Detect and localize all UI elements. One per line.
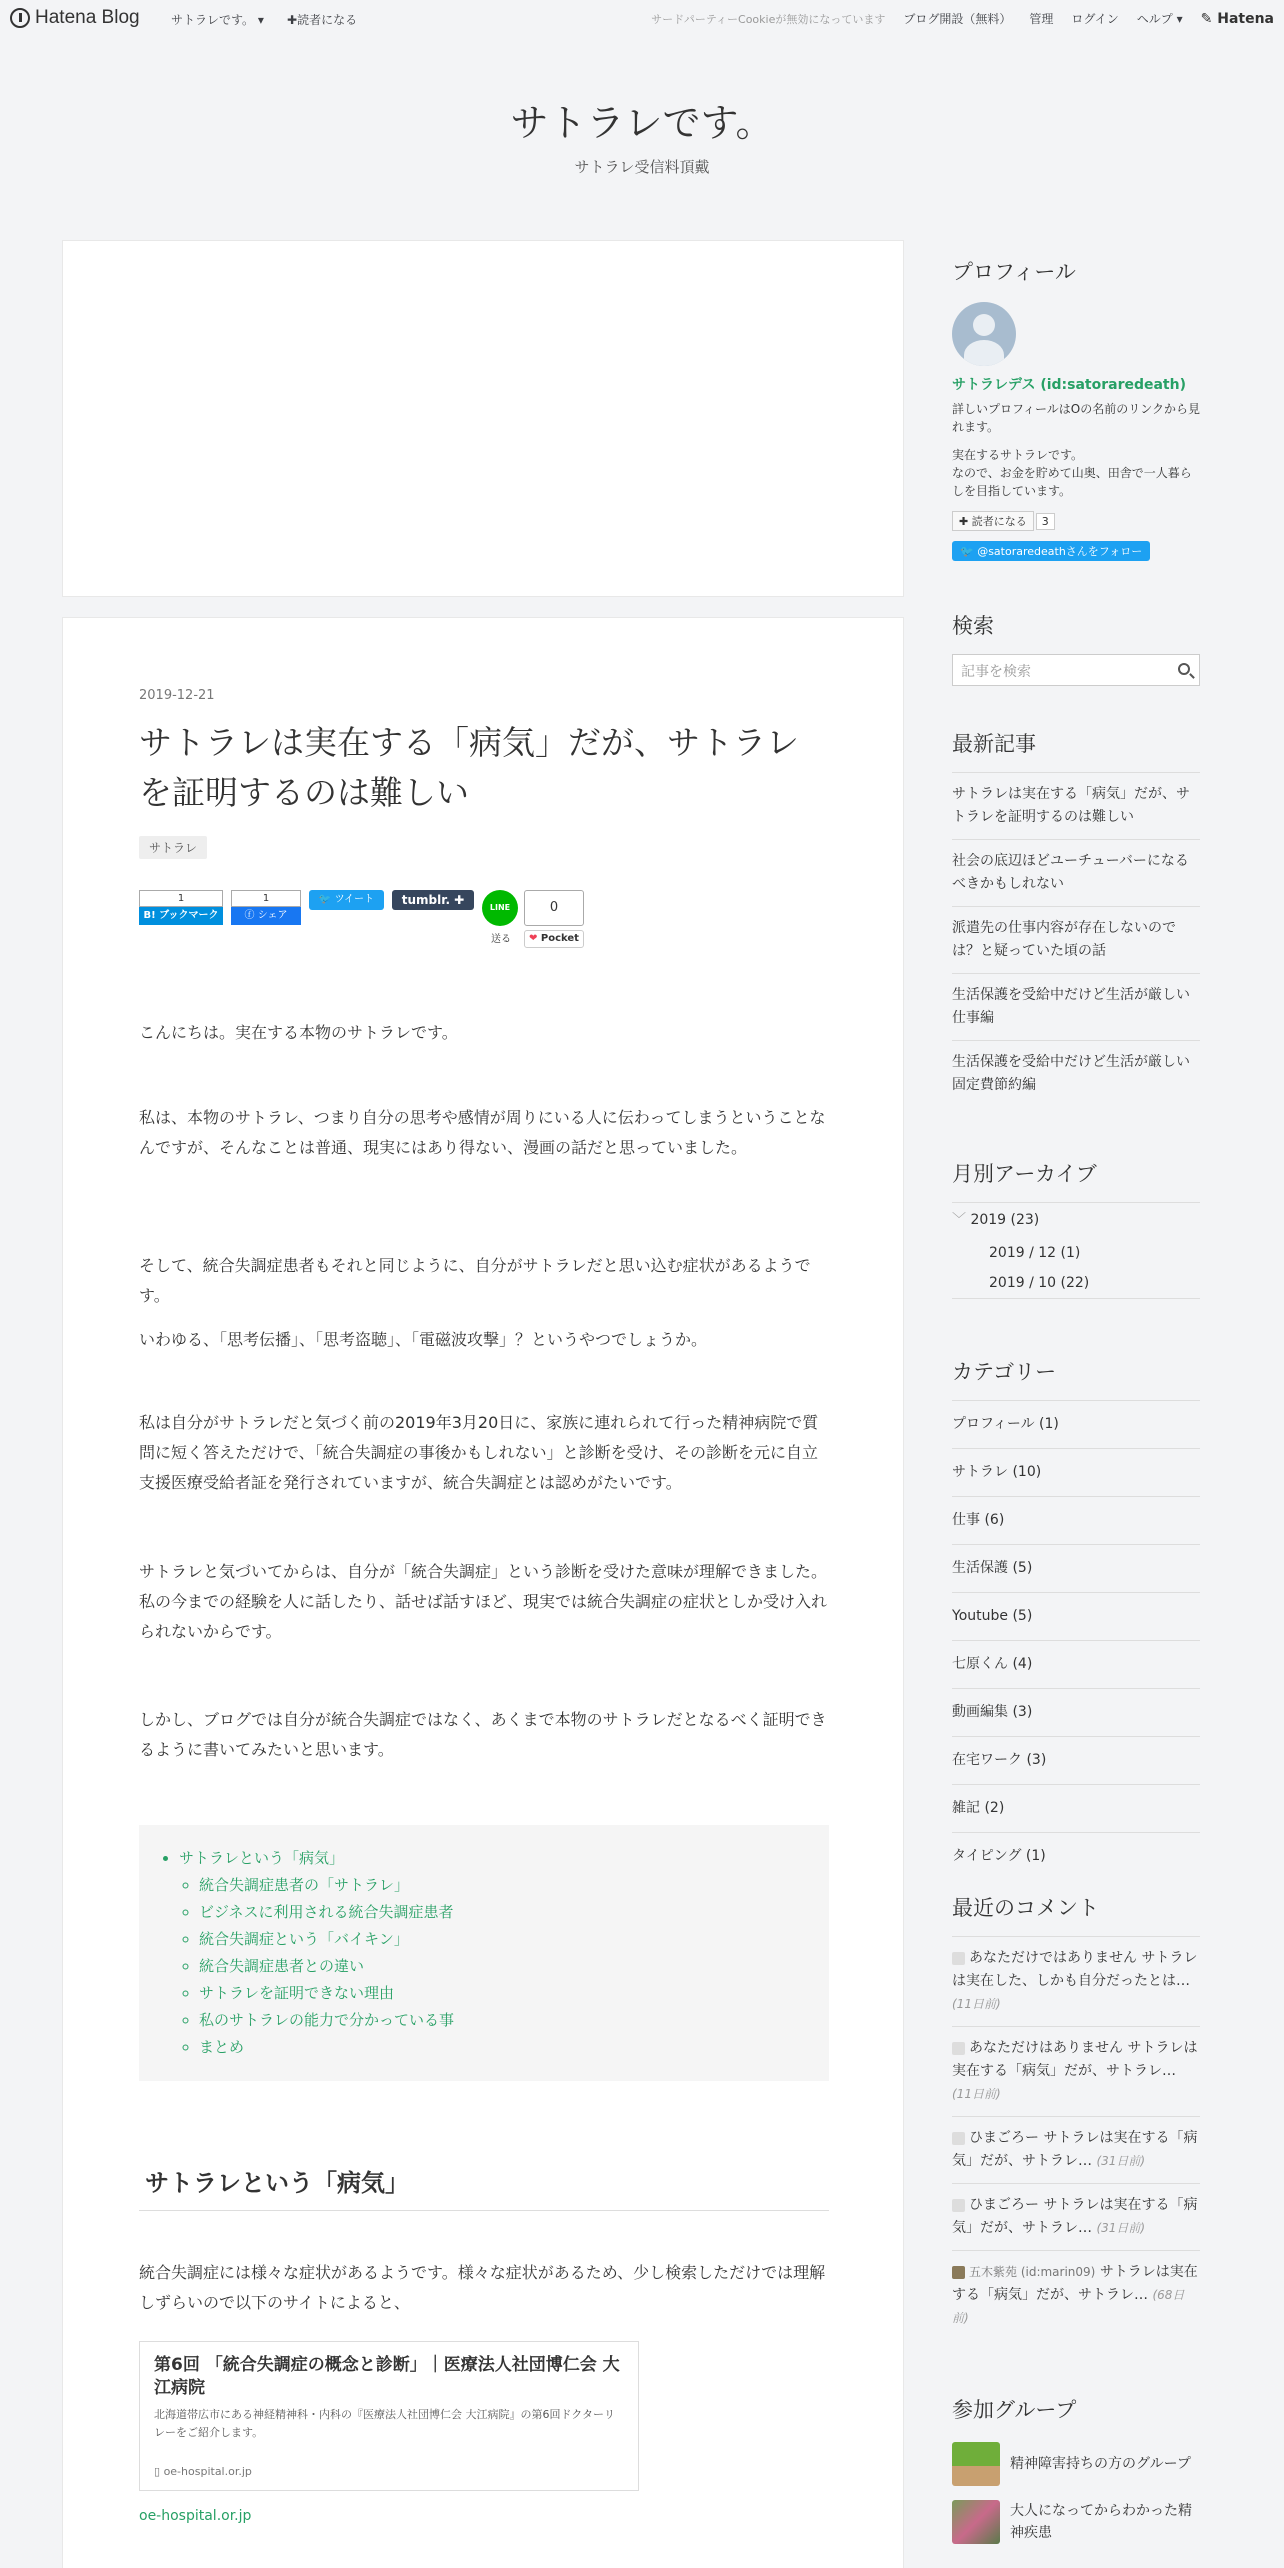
paragraph: いわゆる、「思考伝播」、「思考盗聴」、「電磁波攻撃」？というやつでしょうか。 — [139, 1330, 708, 1349]
hatena-bookmark-count: 1 — [139, 890, 223, 907]
pocket-label — [524, 930, 584, 948]
category-row — [139, 836, 829, 859]
twitter-bird-icon: 🐦 — [960, 545, 978, 558]
hatena-bookmark-label: B! ブックマーク — [139, 907, 223, 925]
paragraph: 私は自分がサトラレだと気づく前の2019年3月20日に、家族に連れられて行った精神病院で質問に短く答えただけで、「統合失調症の事後かもしれない」と診断を受け、その診断を元に自立支援医療受給者証を発行されていますが、統合失調症とは認めがたいです。 — [139, 1413, 819, 1492]
topbar-reader-button[interactable] — [287, 11, 357, 28]
category-link[interactable]: サトラレ (10) — [952, 1448, 1200, 1496]
pocket-text: Pocket — [540, 933, 579, 944]
profile-note: 詳しいプロフィールはOの名前のリンクから見れます。 — [952, 402, 1201, 434]
hatena-blog-logo[interactable] — [10, 7, 140, 29]
embed-card-site — [154, 2465, 252, 2478]
sidebar-heading: プロフィール — [952, 260, 1076, 284]
toc-subitem[interactable]: ◦ 統合失調症という「バイキン」 — [199, 1926, 809, 1953]
group-image[interactable] — [952, 2442, 1000, 2486]
group-link[interactable]: 大人になってからわかった精神疾患 — [1010, 2503, 1192, 2541]
blog-select-menu[interactable]: サトラレです。 ▾ — [171, 13, 264, 27]
table-of-contents — [139, 1825, 829, 2081]
toc-subitem[interactable]: ◦ 統合失調症患者との違い — [199, 1953, 809, 1980]
hatena-brand-text: Hatena — [1217, 10, 1274, 27]
comment-user[interactable]: 五木紫苑 (id:marin09) — [969, 2265, 1096, 2279]
hatena-bookmark-button[interactable] — [139, 890, 223, 925]
embed-card-description: 北海道帯広市にある神経精神科・内科の『医療法人社団博仁会 大江病院』の第6回ドクターリレーをご紹介します。 — [154, 2408, 616, 2439]
category-link[interactable]: 動画編集 (3) — [952, 1688, 1200, 1736]
sidebar-heading: 検索 — [952, 614, 994, 638]
sidebar-recent-comments — [952, 1892, 1200, 2340]
twitter-follow-button[interactable] — [952, 541, 1150, 561]
comment-item[interactable] — [952, 2250, 1200, 2340]
toc-subitem[interactable]: ◦ まとめ — [199, 2034, 809, 2061]
recent-entry-link[interactable]: 社会の底辺ほどユーチューバーになるべきかもしれない — [952, 839, 1200, 906]
sidebar-categories — [952, 1356, 1200, 1880]
article-date[interactable]: 2019-12-21 — [139, 688, 215, 703]
comment-time: (68日前) — [952, 2288, 1185, 2325]
embed-card[interactable] — [139, 2341, 639, 2491]
comment-text[interactable]: ひまごろー サトラレは実在する「病気」だが、サトラレ… — [952, 2130, 1198, 2169]
share-buttons — [139, 890, 829, 950]
comment-text[interactable]: ひまごろー サトラレは実在する「病気」だが、サトラレ… — [952, 2197, 1198, 2236]
pocket-icon: ❤ — [529, 933, 541, 944]
sidebar-heading: 参加グループ — [952, 2398, 1077, 2422]
comment-time: (31日前) — [1096, 2221, 1146, 2235]
toc-subitem[interactable]: ◦ ビジネスに利用される統合失調症患者 — [199, 1899, 809, 1926]
recent-entry-link[interactable]: サトラレは実在する「病気」だが、サトラレを証明するのは難しい — [952, 772, 1200, 839]
profile-name-link[interactable]: サトラレデス (id:satoraredeath) — [952, 377, 1186, 393]
twitter-bird-icon: 🐦 — [318, 894, 335, 905]
tweet-button[interactable] — [309, 890, 384, 910]
category-link[interactable]: タイピング (1) — [952, 1832, 1200, 1880]
twitter-follow-label: @satoraredeathさんをフォロー — [977, 545, 1143, 558]
embed-card-site-text: oe-hospital.or.jp — [163, 2465, 252, 2478]
paragraph: しかし、ブログでは自分が統合失調症ではなく、あくまで本物のサトラレだとなるべく証明できるように書いてみたいと思います。 — [139, 1710, 827, 1759]
pocket-button[interactable] — [524, 890, 584, 948]
archive-month[interactable]: 2019 / 12 (1) — [989, 1245, 1081, 1261]
category-link[interactable]: 七原くん (4) — [952, 1640, 1200, 1688]
archive-year-label: 2019 (23) — [970, 1212, 1040, 1228]
category-link[interactable]: Youtube (5) — [952, 1592, 1200, 1640]
facebook-share-button[interactable] — [231, 890, 301, 925]
sidebar-search — [952, 610, 1200, 686]
toc-subitem[interactable]: ◦ 私のサトラレの能力で分かっている事 — [199, 2007, 809, 2034]
chevron-down-icon[interactable]: ﹀ — [952, 1212, 971, 1228]
open-blog-link[interactable]: ブログ開設（無料） — [903, 12, 1012, 26]
global-header — [0, 0, 1284, 36]
line-icon: LINE — [482, 890, 518, 926]
hatena-brand-link[interactable] — [1201, 11, 1274, 27]
category-link[interactable]: 生活保護 (5) — [952, 1544, 1200, 1592]
comment-text[interactable]: あなただけではありません サトラレは実在した、しかも自分だったとは… — [952, 1950, 1198, 1989]
facebook-share-text: シェア — [257, 910, 288, 921]
archive-month[interactable]: 2019 / 10 (22) — [952, 1268, 1200, 1299]
comment-item[interactable] — [952, 2026, 1200, 2116]
group-image[interactable] — [952, 2500, 1000, 2544]
blog-title[interactable]: サトラレです。 — [510, 101, 774, 145]
paragraph: 統合失調症には様々な症状があるようです。様々な症状があるため、少し検索しただけでは理解しずらいので以下のサイトによると、 — [139, 2263, 826, 2312]
group-item[interactable] — [952, 2442, 1200, 2486]
sidebar-archive — [952, 1158, 1200, 1299]
user-icon — [952, 2266, 965, 2279]
recent-entry-link[interactable]: 生活保護を受給中だけど生活が厳しい 仕事編 — [952, 973, 1200, 1040]
toc-subitem[interactable]: ◦ サトラレを証明できない理由 — [199, 1980, 809, 2007]
paragraph: サトラレと気づいてからは、自分が「統合失調症」という診断を受けた意味が理解できました。私の今までの経験を人に話したり、話せば話すほど、現実では統合失調症の症状としか受け入れられないからです。 — [139, 1562, 828, 1641]
ad-area — [62, 240, 904, 597]
article-title[interactable]: サトラレは実在する「病気」だが、サトラレを証明するのは難しい — [139, 723, 799, 812]
archive-year[interactable] — [952, 1202, 1200, 1238]
search-placeholder: 記事を検索 — [961, 664, 1031, 680]
sidebar-groups — [952, 2394, 1200, 2558]
help-menu[interactable]: ヘルプ ▾ — [1136, 12, 1183, 26]
facebook-share-count: 1 — [231, 890, 301, 907]
logo-text: Hatena Blog — [35, 7, 140, 28]
login-link[interactable]: ログイン — [1071, 12, 1119, 26]
search-input[interactable] — [952, 654, 1200, 686]
embed-source-link[interactable]: oe-hospital.or.jp — [139, 2508, 252, 2524]
plus-icon: ✚ — [287, 13, 298, 27]
category-link[interactable]: プロフィール (1) — [952, 1400, 1200, 1448]
category-link[interactable]: 雑記 (2) — [952, 1784, 1200, 1832]
sidebar-heading: 最近のコメント — [952, 1896, 1099, 1920]
toc-item[interactable] — [179, 1845, 809, 2061]
comment-text[interactable]: サトラレは実在する「病気」だが、サトラレ… — [952, 2264, 1198, 2303]
subscribe-button[interactable]: ✚ 読者になる — [952, 511, 1034, 531]
line-share-button[interactable] — [482, 890, 520, 945]
recent-entry-link[interactable]: 派遣先の仕事内容が存在しないのでは？と疑っていた頃の話 — [952, 906, 1200, 973]
tumblr-button[interactable]: tumblr. ✚ — [392, 890, 474, 910]
hatena-logo-icon — [10, 8, 30, 28]
comment-item[interactable] — [952, 2183, 1200, 2250]
pocket-count: 0 — [524, 890, 584, 926]
category-tag[interactable]: サトラレ — [139, 836, 207, 859]
embed-card-title[interactable]: 第6回 「統合失調症の概念と診断」｜医療法人社団博仁会 大江病院 — [154, 2355, 620, 2398]
group-item[interactable] — [952, 2500, 1200, 2544]
tweet-label: ツイート — [334, 894, 375, 905]
user-icon — [952, 2042, 965, 2055]
manage-link[interactable]: 管理 — [1029, 12, 1054, 26]
blog-description: サトラレ受信料頂戴 — [574, 158, 710, 176]
comment-item[interactable] — [952, 1936, 1200, 2026]
toc-item-label: サトラレという「病気」 — [179, 1849, 345, 1867]
comment-time: (11日前) — [952, 2087, 1001, 2101]
paragraph: 私は、本物のサトラレ、つまり自分の思考や感情が周りにいる人に伝わってしまうということなんですが、そんなことは普通、現実にはあり得ない、漫画の話だと思っていました。 — [139, 1108, 826, 1157]
article — [62, 617, 904, 2568]
sidebar-heading: 最新記事 — [952, 732, 1036, 756]
comment-time: (11日前) — [952, 1997, 1001, 2011]
comment-text[interactable]: あなただけはありません サトラレは実在する「病気」だが、サトラレ… — [952, 2040, 1198, 2079]
hatena-brand-icon: ✎ — [1200, 10, 1218, 27]
comment-item[interactable] — [952, 2116, 1200, 2183]
line-share-label: 送る — [491, 934, 511, 945]
avatar[interactable] — [952, 302, 1016, 366]
user-icon — [952, 2199, 965, 2212]
sidebar-recent-entries — [952, 728, 1204, 1107]
sidebar-heading: カテゴリー — [952, 1360, 1057, 1384]
reader-row — [952, 510, 1200, 531]
topbar-right-menu — [651, 10, 1274, 27]
paragraph: そして、統合失調症患者もそれと同じように、自分がサトラレだと思い込む症状があるようです。 — [139, 1256, 811, 1305]
category-link[interactable]: 在宅ワーク (3) — [952, 1736, 1200, 1784]
paragraph: こんにちは。実在する本物のサトラレです。 — [139, 1023, 458, 1042]
user-icon — [952, 2132, 965, 2145]
subscriber-count: 3 — [1036, 513, 1055, 530]
group-link[interactable]: 精神障害持ちの方のグループ — [1010, 2456, 1191, 2472]
search-icon[interactable] — [1178, 663, 1190, 675]
cookie-notice[interactable]: サードパーティーCookieが無効になっています — [651, 12, 886, 26]
sidebar-profile — [952, 256, 1200, 561]
category-link[interactable]: 仕事 (6) — [952, 1496, 1200, 1544]
recent-entry-link[interactable]: 生活保護を受給中だけど生活が厳しい 固定費節約編 — [952, 1040, 1200, 1107]
sidebar-heading: 月別アーカイブ — [952, 1162, 1097, 1186]
page-icon: ▯ — [154, 2465, 164, 2478]
profile-bio: 実在するサトラレです。 なので、お金を貯めて山奥、田舎で一人暮らしを目指しています。 — [952, 448, 1192, 498]
toc-subitem[interactable]: ◦ 統合失調症患者の「サトラレ」 — [199, 1872, 809, 1899]
facebook-share-label — [231, 907, 301, 925]
user-icon — [952, 1952, 965, 1965]
comment-time: (31日前) — [1096, 2154, 1146, 2168]
topbar-reader-label: 読者になる — [297, 13, 358, 27]
facebook-icon: ⓕ — [244, 910, 258, 921]
section-heading: サトラレという「病気」 — [139, 2163, 829, 2211]
